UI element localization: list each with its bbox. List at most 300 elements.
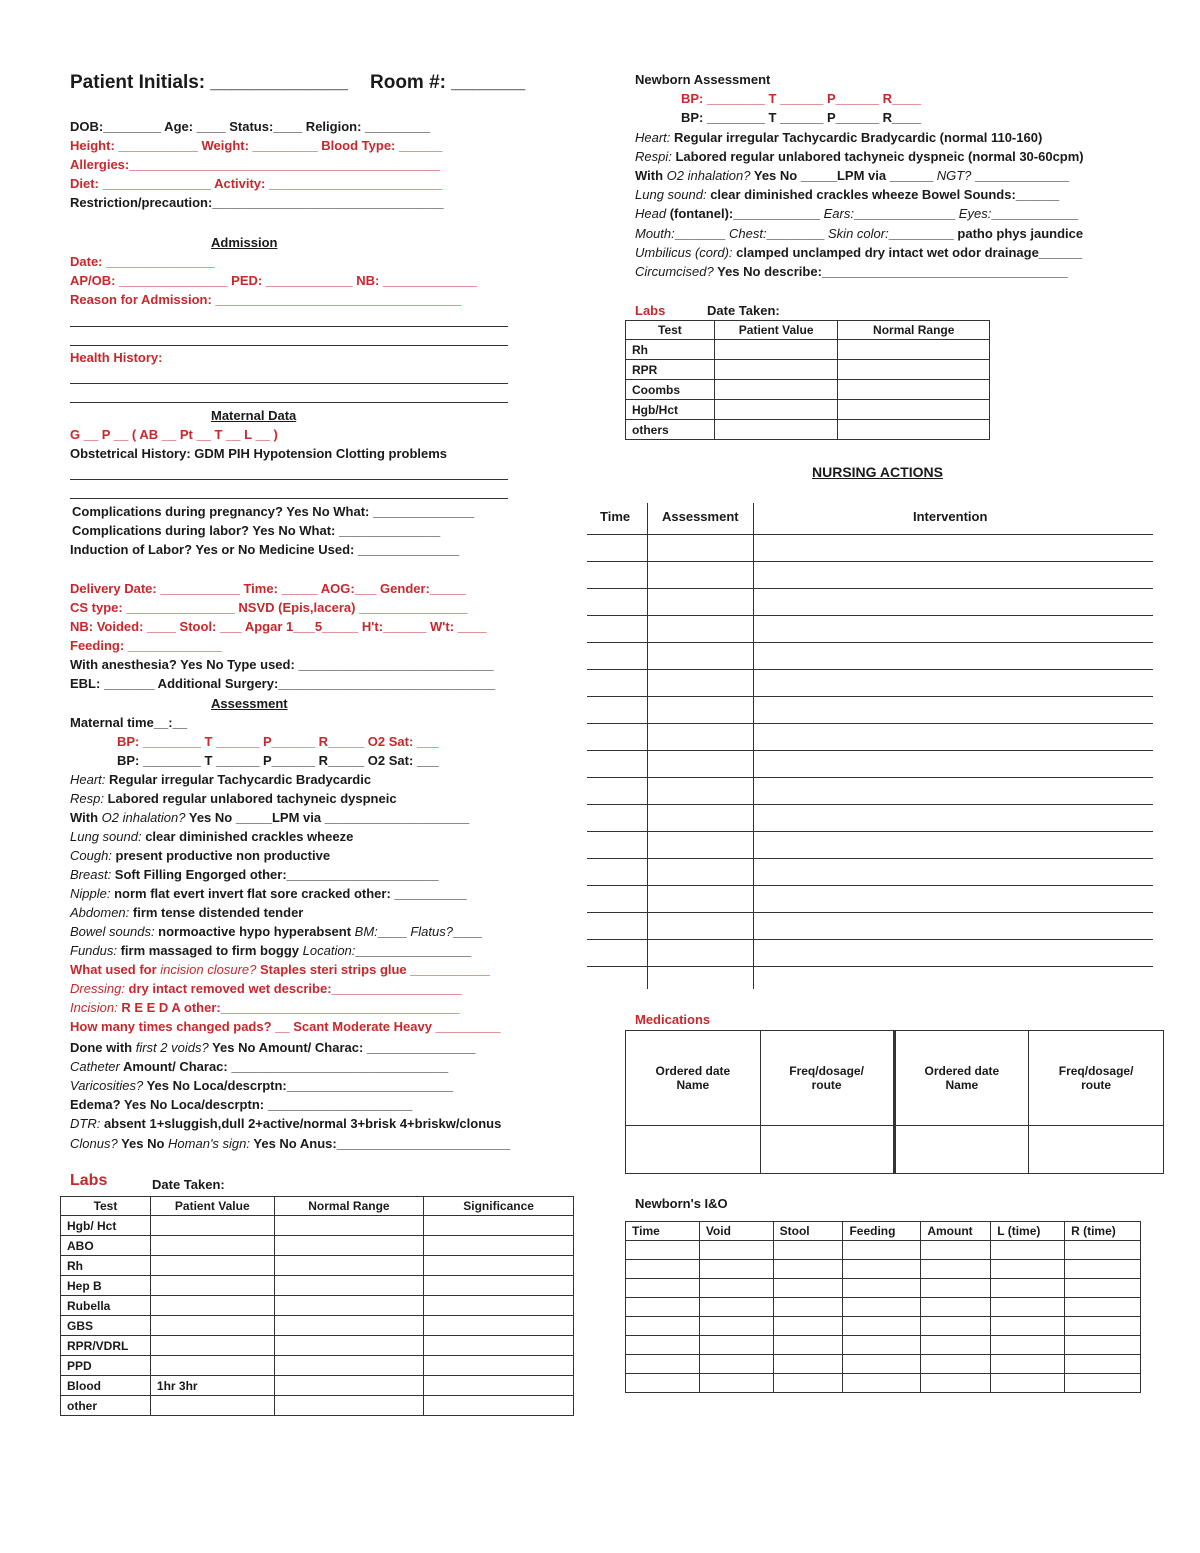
newborn-vitals-2[interactable]: BP: ________ T ______ P______ R____ [681, 110, 921, 125]
maternal-vitals-2[interactable]: BP: ________ T ______ P______ R_____ O2 Sat: ___ [117, 753, 439, 768]
newborn-io-cell[interactable] [991, 1260, 1065, 1279]
nursing-actions-row-line[interactable] [587, 858, 1153, 859]
newborn-io-cell[interactable] [699, 1260, 773, 1279]
flatus-label: Flatus? [410, 924, 453, 939]
nursing-actions-row-line[interactable] [587, 885, 1153, 886]
nb-respi-label: Respi: [635, 149, 672, 164]
newborn-io-cell[interactable] [626, 1336, 700, 1355]
nursing-actions-row-line[interactable] [587, 750, 1153, 751]
nb-o2-label: O2 inhalation? [666, 168, 751, 183]
newborn-io-cell[interactable] [773, 1260, 843, 1279]
maternal-lab-test-name: other [61, 1396, 151, 1416]
maternal-lab-cell[interactable] [150, 1396, 274, 1416]
newborn-io-cell[interactable] [626, 1374, 700, 1393]
maternal-lab-test-name: GBS [61, 1316, 151, 1336]
dtr-values[interactable]: absent 1+sluggish,dull 2+active/normal 3+brisk 4+briskw/clonus [100, 1116, 502, 1131]
newborn-labs-table [625, 320, 990, 440]
nb-eyes-blank[interactable]: ____________ [991, 206, 1079, 221]
io-header-r-time: R (time) [1065, 1222, 1141, 1241]
medications-table [625, 1030, 1164, 1174]
newborn-io-row [626, 1279, 1141, 1298]
nb-chest-label: Chest: [728, 226, 767, 241]
homans-values[interactable]: Yes No Anus:________________________ [250, 1136, 511, 1151]
nursing-actions-row-line[interactable] [587, 912, 1153, 913]
incision-options[interactable] [70, 1000, 459, 1016]
edema-field[interactable]: Edema? Yes No Loca/descrptn: ____________________ [70, 1097, 413, 1112]
newborn-io-row [626, 1336, 1141, 1355]
fundus-label: Fundus: [70, 943, 117, 958]
maternal-lab-cell[interactable] [424, 1376, 574, 1396]
newborn-circumcised-field[interactable] [635, 264, 1068, 280]
nipple-label: Nipple: [70, 886, 111, 901]
cough-label: Cough: [70, 848, 112, 863]
resp-values[interactable]: Labored regular unlabored tachyneic dyspneic [103, 791, 397, 806]
maternal-lab-row [61, 1336, 574, 1356]
newborn-lab-cell[interactable] [838, 380, 990, 400]
maternal-lab-cell[interactable] [424, 1256, 574, 1276]
maternal-lab-cell[interactable] [424, 1396, 574, 1416]
nb-ears-label: Ears: [823, 206, 854, 221]
nursing-actions-row-line[interactable] [587, 561, 1153, 562]
newborn-io-cell[interactable] [626, 1260, 700, 1279]
med-cell-ordered-name-1[interactable] [626, 1126, 761, 1174]
newborn-io-cell[interactable] [699, 1241, 773, 1260]
newborn-vitals-1[interactable]: BP: ________ T ______ P______ R____ [681, 91, 921, 106]
maternal-lab-cell[interactable] [150, 1296, 274, 1316]
nb-o2-values[interactable]: Yes No _____LPM via ______ [750, 168, 937, 183]
varicosities-field[interactable] [70, 1078, 453, 1094]
newborn-io-cell[interactable] [699, 1279, 773, 1298]
newborn-io-cell[interactable] [991, 1317, 1065, 1336]
varicosities-values[interactable]: Yes No Loca/descrptn:_______________________ [143, 1078, 454, 1093]
feeding-field[interactable]: Feeding: _____________ [70, 638, 222, 653]
maternal-lab-cell[interactable] [274, 1376, 424, 1396]
nb-o2-prefix: With [635, 168, 667, 183]
catheter-values[interactable]: Amount/ Charac: ______________________________ [119, 1059, 449, 1074]
nb-heart-values[interactable]: Regular irregular Tachycardic Bradycardic (normal 110-160) [670, 130, 1043, 145]
health-history-line-2[interactable] [70, 402, 508, 403]
maternal-data-title: Maternal Data [211, 408, 297, 423]
incision-values[interactable]: R E E D A other:_________________________________ [117, 1000, 460, 1015]
first-voids-field[interactable] [70, 1040, 475, 1056]
dressing-options[interactable] [70, 981, 462, 997]
allergies-field[interactable]: Allergies:___________________________________________ [70, 157, 441, 172]
bm-blank[interactable]: ____ [377, 924, 411, 939]
health-history-label: Health History: [70, 350, 163, 365]
nursing-actions-row-line[interactable] [587, 588, 1153, 589]
newborn-head-field[interactable] [635, 206, 1078, 222]
maternal-labs-header-range: Normal Range [274, 1197, 424, 1216]
heart-values[interactable]: Regular irregular Tachycardic Bradycardic [105, 772, 372, 787]
room-number-field[interactable]: Room #: _______ [370, 72, 526, 93]
maternal-lab-cell[interactable] [424, 1276, 574, 1296]
maternal-lab-cell[interactable] [274, 1316, 424, 1336]
newborn-io-cell[interactable] [626, 1298, 700, 1317]
apob-ped-nb-field[interactable]: AP/OB: _______________ PED: ____________ NB: _____________ [70, 273, 477, 288]
obstetrical-line-2[interactable] [70, 498, 508, 499]
newborn-lab-cell[interactable] [714, 420, 838, 440]
medications-entry-row[interactable] [626, 1126, 1164, 1174]
newborn-io-cell[interactable] [773, 1241, 843, 1260]
dtr-label: DTR: [70, 1116, 101, 1131]
catheter-label: Catheter [70, 1059, 120, 1074]
newborn-io-cell[interactable] [843, 1355, 921, 1374]
nursing-actions-title: NURSING ACTIONS [812, 464, 943, 480]
nursing-actions-row-line[interactable] [587, 696, 1153, 697]
newborn-io-cell[interactable] [626, 1279, 700, 1298]
newborn-io-cell[interactable] [1065, 1317, 1141, 1336]
maternal-labs-header-test: Test [61, 1197, 151, 1216]
med-header-freq-route-2: Freq/dosage/ route [1029, 1031, 1164, 1126]
newborn-lab-cell[interactable] [838, 420, 990, 440]
anesthesia-field[interactable]: With anesthesia? Yes No Type used: ___________________________ [70, 657, 494, 672]
maternal-lab-cell[interactable] [424, 1236, 574, 1256]
newborn-io-cell[interactable] [773, 1336, 843, 1355]
abdomen-label: Abdomen: [70, 905, 130, 920]
reason-admission-field[interactable]: Reason for Admission: __________________________________ [70, 292, 462, 307]
newborn-io-cell[interactable] [843, 1260, 921, 1279]
maternal-labs-date-taken[interactable]: Date Taken: [152, 1177, 225, 1192]
heart-label: Heart: [70, 772, 106, 787]
newborn-io-cell[interactable] [921, 1336, 991, 1355]
newborn-lab-cell[interactable] [714, 380, 838, 400]
newborn-io-cell[interactable] [626, 1241, 700, 1260]
breast-values[interactable]: Soft Filling Engorged other:_____________________ [111, 867, 439, 882]
maternal-lab-cell[interactable]: 1hr 3hr [150, 1376, 274, 1396]
nb-lung-label: Lung sound: [635, 187, 707, 202]
newborn-lab-cell[interactable] [714, 400, 838, 420]
maternal-lab-cell[interactable] [274, 1396, 424, 1416]
nb-circumcised-label: Circumcised? [635, 264, 714, 279]
newborn-io-cell[interactable] [773, 1279, 843, 1298]
nursing-actions-row-line[interactable] [587, 777, 1153, 778]
homans-label: Homan's sign: [168, 1136, 251, 1151]
admission-title: Admission [211, 235, 278, 250]
obstetrical-history-options[interactable]: Obstetrical History: GDM PIH Hypotension Clotting problems [70, 446, 448, 461]
maternal-lab-row [61, 1356, 574, 1376]
demographics-line-2[interactable]: Height: ___________ Weight: _________ Blood Type: ______ [70, 138, 443, 153]
newborn-io-title: Newborn's I&O [635, 1196, 728, 1211]
induction-labor-field[interactable]: Induction of Labor? Yes or No Medicine Used: ______________ [70, 542, 460, 557]
clonus-values[interactable]: Yes No [117, 1136, 169, 1151]
newborn-lab-row [626, 380, 990, 400]
health-history-line-1[interactable] [70, 383, 508, 384]
newborn-labs-header-row [626, 321, 990, 340]
nb-chest-blank[interactable]: ________ [766, 226, 829, 241]
complications-pregnancy-field[interactable]: Complications during pregnancy? Yes No What: ______________ [72, 504, 475, 519]
newborn-io-cell[interactable] [843, 1279, 921, 1298]
newborn-lab-cell[interactable] [714, 360, 838, 380]
catheter-field[interactable] [70, 1059, 448, 1075]
nb-umbilicus-label: Umbilicus (cord): [635, 245, 733, 260]
maternal-lab-cell[interactable] [424, 1296, 574, 1316]
nursing-actions-row-line[interactable] [587, 804, 1153, 805]
abdomen-values[interactable]: firm tense distended tender [129, 905, 304, 920]
newborn-io-cell[interactable] [921, 1374, 991, 1393]
lung-sound-options[interactable] [70, 829, 353, 845]
bowel-values[interactable]: normoactive hypo hyperabsent [154, 924, 355, 939]
newborn-lab-cell[interactable] [714, 340, 838, 360]
nursing-col-divider-2 [753, 503, 754, 989]
nb-skin-values[interactable]: _________ patho phys jaundice [888, 226, 1084, 241]
maternal-lab-cell[interactable] [274, 1256, 424, 1276]
cough-options[interactable] [70, 848, 330, 864]
cs-type-field[interactable]: CS type: _______________ NSVD (Epis,lacera) _______________ [70, 600, 468, 615]
newborn-lab-row [626, 400, 990, 420]
newborn-umbilicus-options[interactable] [635, 245, 1082, 261]
o2-prefix: With [70, 810, 102, 825]
nursing-actions-row-line[interactable] [587, 615, 1153, 616]
newborn-io-cell[interactable] [921, 1355, 991, 1374]
newborn-io-cell[interactable] [843, 1317, 921, 1336]
newborn-io-cell[interactable] [773, 1298, 843, 1317]
newborn-io-cell[interactable] [843, 1241, 921, 1260]
maternal-lab-row [61, 1276, 574, 1296]
maternal-lab-row [61, 1216, 574, 1236]
dtr-options[interactable] [70, 1116, 501, 1132]
newborn-io-cell[interactable] [699, 1374, 773, 1393]
diet-activity-field[interactable]: Diet: _______________ Activity: ________________________ [70, 176, 443, 191]
o2-inhalation-field[interactable] [70, 810, 469, 826]
medications-header-row [626, 1031, 1164, 1126]
pads-field[interactable]: How many times changed pads? __ Scant Moderate Heavy _________ [70, 1019, 501, 1034]
maternal-lab-test-name: Rh [61, 1256, 151, 1276]
nursing-actions-row-line[interactable] [587, 966, 1153, 967]
newborn-lab-test-name: others [626, 420, 715, 440]
maternal-lab-cell[interactable] [424, 1216, 574, 1236]
newborn-io-cell[interactable] [699, 1336, 773, 1355]
maternal-lab-cell[interactable] [150, 1236, 274, 1256]
maternal-lab-row [61, 1376, 574, 1396]
newborn-io-cell[interactable] [921, 1317, 991, 1336]
obstetrical-line-1[interactable] [70, 479, 508, 480]
complications-labor-field[interactable]: Complications during labor? Yes No What: ______________ [72, 523, 441, 538]
nipple-options[interactable] [70, 886, 467, 902]
lung-values[interactable]: clear diminished crackles wheeze [141, 829, 354, 844]
patient-initials-field[interactable]: Patient Initials: _____________ [70, 72, 348, 93]
newborn-io-cell[interactable] [921, 1298, 991, 1317]
breast-label: Breast: [70, 867, 112, 882]
newborn-io-header-row [626, 1222, 1141, 1241]
nb-heart-label: Heart: [635, 130, 671, 145]
maternal-lab-cell[interactable] [274, 1276, 424, 1296]
maternal-lab-row [61, 1296, 574, 1316]
maternal-lab-cell[interactable] [150, 1276, 274, 1296]
maternal-lab-test-name: RPR/VDRL [61, 1336, 151, 1356]
bowel-label: Bowel sounds: [70, 924, 155, 939]
newborn-io-cell[interactable] [991, 1374, 1065, 1393]
newborn-io-cell[interactable] [699, 1317, 773, 1336]
newborn-lab-cell[interactable] [838, 360, 990, 380]
ebl-surgery-field[interactable]: EBL: _______ Additional Surgery:______________________________ [70, 676, 496, 691]
newborn-lab-cell[interactable] [838, 340, 990, 360]
fundus-values[interactable]: firm massaged to firm boggy [116, 943, 303, 958]
newborn-assessment-title: Newborn Assessment [635, 72, 771, 87]
newborn-labs-header-range: Normal Range [838, 321, 990, 340]
newborn-lung-options[interactable] [635, 187, 1059, 203]
newborn-labs-header-test: Test [626, 321, 715, 340]
nursing-header-time: Time [600, 509, 631, 524]
newborn-heart-options[interactable] [635, 130, 1042, 146]
newborn-io-row [626, 1355, 1141, 1374]
nursing-actions-row-line[interactable] [587, 642, 1153, 643]
newborn-io-cell[interactable] [991, 1279, 1065, 1298]
resp-options[interactable] [70, 791, 397, 807]
newborn-io-cell[interactable] [626, 1355, 700, 1374]
io-header-amount: Amount [921, 1222, 991, 1241]
newborn-io-cell[interactable] [991, 1241, 1065, 1260]
admission-date-field[interactable]: Date: _______________ [70, 254, 215, 269]
nursing-header-assessment: Assessment [662, 509, 739, 524]
medications-title: Medications [635, 1012, 711, 1027]
newborn-io-cell[interactable] [1065, 1260, 1141, 1279]
newborn-respi-options[interactable] [635, 149, 1084, 165]
maternal-lab-cell[interactable] [150, 1316, 274, 1336]
med-header-freq-route-1: Freq/dosage/ route [760, 1031, 894, 1126]
fundus-options[interactable] [70, 943, 471, 959]
med-cell-freq-route-2[interactable] [1029, 1126, 1164, 1174]
newborn-io-cell[interactable] [991, 1298, 1065, 1317]
med-cell-freq-route-1[interactable] [760, 1126, 894, 1174]
nb-ears-blank[interactable]: ______________ [853, 206, 959, 221]
nursing-actions-row-line[interactable] [587, 723, 1153, 724]
newborn-io-cell[interactable] [1065, 1374, 1141, 1393]
varicosities-label: Varicosities? [70, 1078, 144, 1093]
newborn-io-cell[interactable] [773, 1317, 843, 1336]
reason-line-3[interactable] [70, 345, 508, 346]
breast-options[interactable] [70, 867, 439, 883]
maternal-labs-title: Labs [70, 1172, 108, 1189]
maternal-labs-header-significance: Significance [424, 1197, 574, 1216]
maternal-lab-test-name: Rubella [61, 1296, 151, 1316]
flatus-blank[interactable]: ____ [452, 924, 482, 939]
fundus-location-blank[interactable]: ________________ [355, 943, 472, 958]
demographics-line-1[interactable]: DOB:________ Age: ____ Status:____ Religion: _________ [70, 119, 431, 134]
maternal-lab-cell[interactable] [274, 1336, 424, 1356]
newborn-io-cell[interactable] [626, 1317, 700, 1336]
dressing-values[interactable]: dry intact removed wet describe:__________________ [124, 981, 462, 996]
newborn-io-table [625, 1221, 1141, 1393]
maternal-lab-cell[interactable] [150, 1256, 274, 1276]
nb-respi-values[interactable]: Labored regular unlabored tachyneic dyspneic (normal 30-60cpm) [671, 149, 1084, 164]
clonus-homans-field[interactable] [70, 1136, 510, 1152]
cough-values[interactable]: present productive non productive [111, 848, 331, 863]
newborn-io-cell[interactable] [843, 1298, 921, 1317]
maternal-vitals-1[interactable]: BP: ________ T ______ P______ R_____ O2 Sat: ___ [117, 734, 439, 749]
newborn-io-cell[interactable] [843, 1336, 921, 1355]
maternal-time-field[interactable]: Maternal time__:__ [70, 715, 188, 730]
nb-head-blank[interactable]: (fontanel):____________ [666, 206, 824, 221]
gtpal-field[interactable]: G __ P __ ( AB __ Pt __ T __ L __ ) [70, 427, 278, 442]
newborn-io-cell[interactable] [1065, 1336, 1141, 1355]
maternal-lab-cell[interactable] [150, 1216, 274, 1236]
newborn-io-row [626, 1298, 1141, 1317]
reason-line-2[interactable] [70, 326, 508, 327]
newborn-lab-row [626, 420, 990, 440]
newborn-io-cell[interactable] [1065, 1355, 1141, 1374]
maternal-lab-cell[interactable] [424, 1356, 574, 1376]
voids-values[interactable]: Yes No Amount/ Charac: _______________ [208, 1040, 476, 1055]
newborn-mouth-field[interactable] [635, 226, 1083, 242]
nursing-actions-row-line[interactable] [587, 534, 1153, 535]
newborn-o2-field[interactable] [635, 168, 1069, 184]
newborn-io-cell[interactable] [1065, 1279, 1141, 1298]
o2-values[interactable]: Yes No _____LPM via ____________________ [185, 810, 470, 825]
newborn-io-cell[interactable] [921, 1279, 991, 1298]
maternal-lab-test-name: Hep B [61, 1276, 151, 1296]
incision-label: Incision: [70, 1000, 118, 1015]
newborn-lab-cell[interactable] [838, 400, 990, 420]
assessment-title: Assessment [211, 696, 288, 711]
heart-options[interactable] [70, 772, 371, 788]
newborn-io-cell[interactable] [699, 1355, 773, 1374]
incision-closure-prefix: What used for [70, 962, 161, 977]
maternal-lab-test-name: Blood [61, 1376, 151, 1396]
maternal-labs-header-value: Patient Value [150, 1197, 274, 1216]
nb-skin-label: Skin color: [828, 226, 889, 241]
newborn-lab-row [626, 360, 990, 380]
restriction-field[interactable]: Restriction/precaution:________________________________ [70, 195, 444, 210]
maternal-lab-cell[interactable] [274, 1216, 424, 1236]
maternal-lab-cell[interactable] [274, 1236, 424, 1256]
nb-umbilicus-values[interactable]: clamped unclamped dry intact wet odor drainage______ [732, 245, 1083, 260]
nb-mouth-blank[interactable]: _______ [674, 226, 729, 241]
newborn-io-cell[interactable] [1065, 1241, 1141, 1260]
fundus-location-label: Location: [302, 943, 356, 958]
maternal-lab-cell[interactable] [424, 1316, 574, 1336]
newborn-labs-title: Labs [635, 303, 666, 318]
maternal-lab-cell[interactable] [150, 1336, 274, 1356]
maternal-lab-cell[interactable] [424, 1336, 574, 1356]
newborn-io-cell[interactable] [699, 1298, 773, 1317]
nb-ngt-blank[interactable]: _____________ [971, 168, 1070, 183]
newborn-io-cell[interactable] [991, 1336, 1065, 1355]
nb-head-label: Head [635, 206, 667, 221]
maternal-lab-row [61, 1396, 574, 1416]
newborn-labs-date-taken[interactable]: Date Taken: [707, 303, 780, 318]
newborn-io-cell[interactable] [1065, 1298, 1141, 1317]
maternal-lab-cell[interactable] [150, 1356, 274, 1376]
nipple-values[interactable]: norm flat evert invert flat sore cracked other: __________ [110, 886, 467, 901]
nb-lung-values[interactable]: clear diminished crackles wheeze Bowel Sounds:______ [706, 187, 1060, 202]
nb-ngt-label: NGT? [936, 168, 972, 183]
newborn-io-cell[interactable] [773, 1355, 843, 1374]
nursing-actions-row-line[interactable] [587, 939, 1153, 940]
nb-circumcised-values[interactable]: Yes No describe:__________________________________ [713, 264, 1068, 279]
delivery-date-field[interactable]: Delivery Date: ___________ Time: _____ AOG:___ Gender:_____ [70, 581, 467, 596]
maternal-lab-cell[interactable] [274, 1296, 424, 1316]
newborn-io-cell[interactable] [991, 1355, 1065, 1374]
med-cell-ordered-name-2[interactable] [894, 1126, 1029, 1174]
newborn-lab-test-name: Coombs [626, 380, 715, 400]
newborn-io-cell[interactable] [921, 1260, 991, 1279]
newborn-io-cell[interactable] [843, 1374, 921, 1393]
newborn-io-cell[interactable] [921, 1241, 991, 1260]
nursing-actions-row-line[interactable] [587, 669, 1153, 670]
abdomen-options[interactable] [70, 905, 303, 921]
med-header-ordered-name-2: Ordered date Name [894, 1031, 1029, 1126]
bowel-sounds-options[interactable] [70, 924, 482, 940]
incision-closure-options[interactable] [70, 962, 490, 978]
maternal-lab-cell[interactable] [274, 1356, 424, 1376]
lung-label: Lung sound: [70, 829, 142, 844]
nursing-actions-row-line[interactable] [587, 831, 1153, 832]
resp-label: Resp: [70, 791, 104, 806]
newborn-io-cell[interactable] [773, 1374, 843, 1393]
o2-label: O2 inhalation? [101, 810, 186, 825]
incision-closure-values[interactable]: Staples steri strips glue ___________ [256, 962, 490, 977]
nb-voided-apgar-field[interactable]: NB: Voided: ____ Stool: ___ Apgar 1___5_____ H't:______ W't: ____ [70, 619, 487, 634]
